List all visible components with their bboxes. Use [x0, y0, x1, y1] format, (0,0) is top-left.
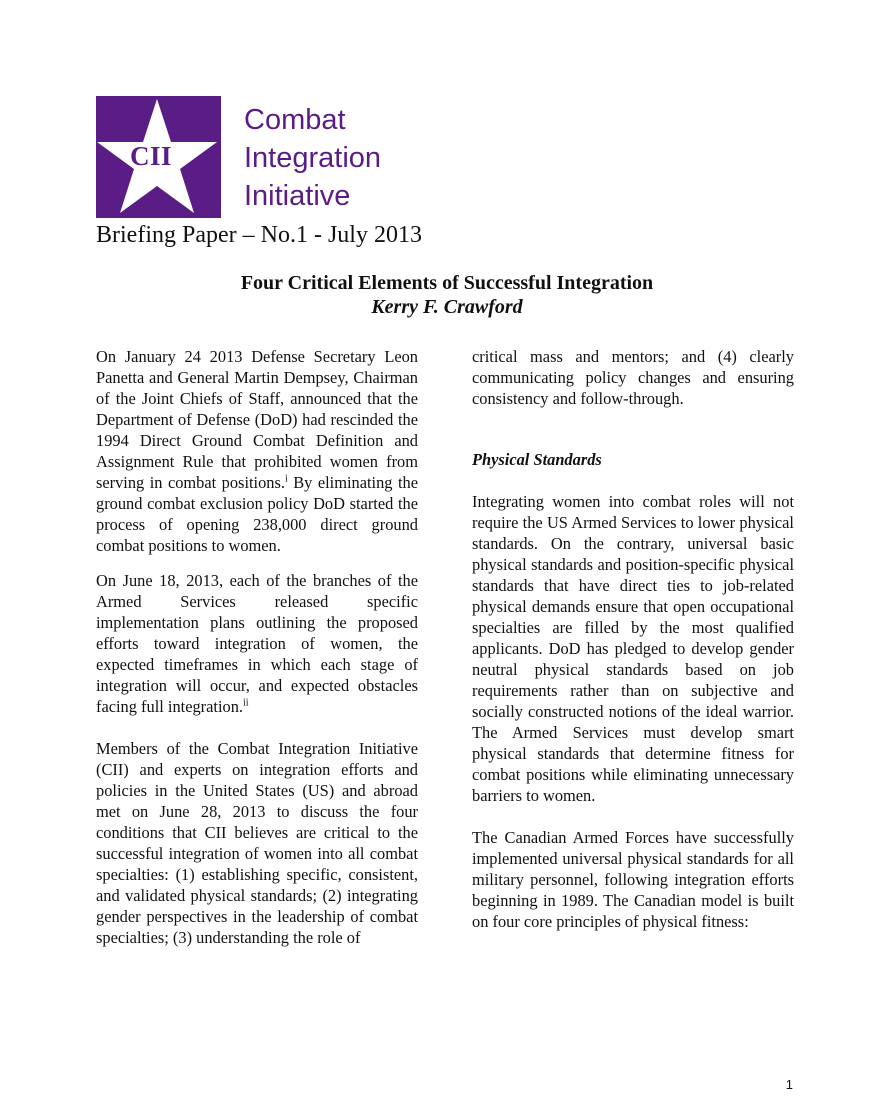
right-column [472, 346, 794, 932]
left-paragraph-2-text: On June 18, 2013, each of the branches of the Armed Services released specific implementation plans outlining the proposed efforts toward integration of women, the expected timeframes in which each stage of integration will occur, and expected obstacles facing full integration. [96, 571, 418, 716]
right-paragraph-3: The Canadian Armed Forces have successfully implemented universal physical standards for all military personnel, following integration efforts beginning in 1989. The Canadian model is built on four core principles of physical fitness: [472, 828, 794, 931]
cii-logo [96, 96, 221, 218]
page-number: 1 [785, 1077, 793, 1092]
document-author: Kerry F. Crawford [371, 296, 523, 318]
left-paragraph-1-tail: By eliminating the ground combat exclusion policy DoD started the process of opening 238,000 direct ground combat positions to women. [96, 473, 418, 555]
org-name-line-2: Integration [244, 142, 382, 174]
logo-mark-text: CII [130, 141, 173, 171]
organization-name [244, 101, 381, 215]
endnote-marker-i[interactable]: i [284, 473, 288, 485]
left-paragraph-1-text: On January 24 2013 Defense Secretary Leon Panetta and General Martin Dempsey, Chairman of the Joint Chiefs of Staff, announced that the Department of Defense (DoD) had rescinded the 1994 Direct Ground Combat Definition and Assignment Rule that prohibited women from serving in combat positions. [96, 347, 418, 492]
section-heading-physical-standards: Physical Standards [472, 450, 602, 469]
org-name-line-3: Initiative [244, 180, 351, 212]
right-paragraph-2: Integrating women into combat roles will not require the US Armed Services to lower physical standards. On the contrary, universal basic physical standards and position-specific physical standards that have direct ties to job-related physical demands ensure that open occupational specialties are filled by the most qualified applicants. DoD has pledged to develop gender neutral physical standards based on job requirements rather than on subjective and socially constructed notions of the ideal warrior. The Armed Services must develop smart physical standards that determine fitness for combat positions while eliminating unnecessary barriers to women. [472, 492, 794, 805]
right-paragraph-1: critical mass and mentors; and (4) clearly communicating policy changes and ensuring consistency and follow-through. [472, 347, 794, 408]
left-paragraph-2 [96, 570, 418, 717]
left-paragraph-1 [96, 346, 418, 556]
left-column [96, 346, 418, 948]
briefing-paper-label: Briefing Paper – No.1 - July 2013 [96, 222, 422, 248]
endnote-marker-ii[interactable]: ii [243, 697, 249, 709]
left-paragraph-3: Members of the Combat Integration Initiative (CII) and experts on integration efforts and policies in the United States (US) and abroad met on June 28, 2013 to discuss the four conditions that CII believes are critical to the successful integration of women into all combat specialties: (1) establishing specific, consistent, and validated physical standards; (2) integrating gender perspectives in the leadership of combat specialties; (3) understanding the role of [96, 739, 418, 947]
document-title: Four Critical Elements of Successful Integration [240, 272, 654, 294]
org-name-line-1: Combat [244, 104, 346, 136]
